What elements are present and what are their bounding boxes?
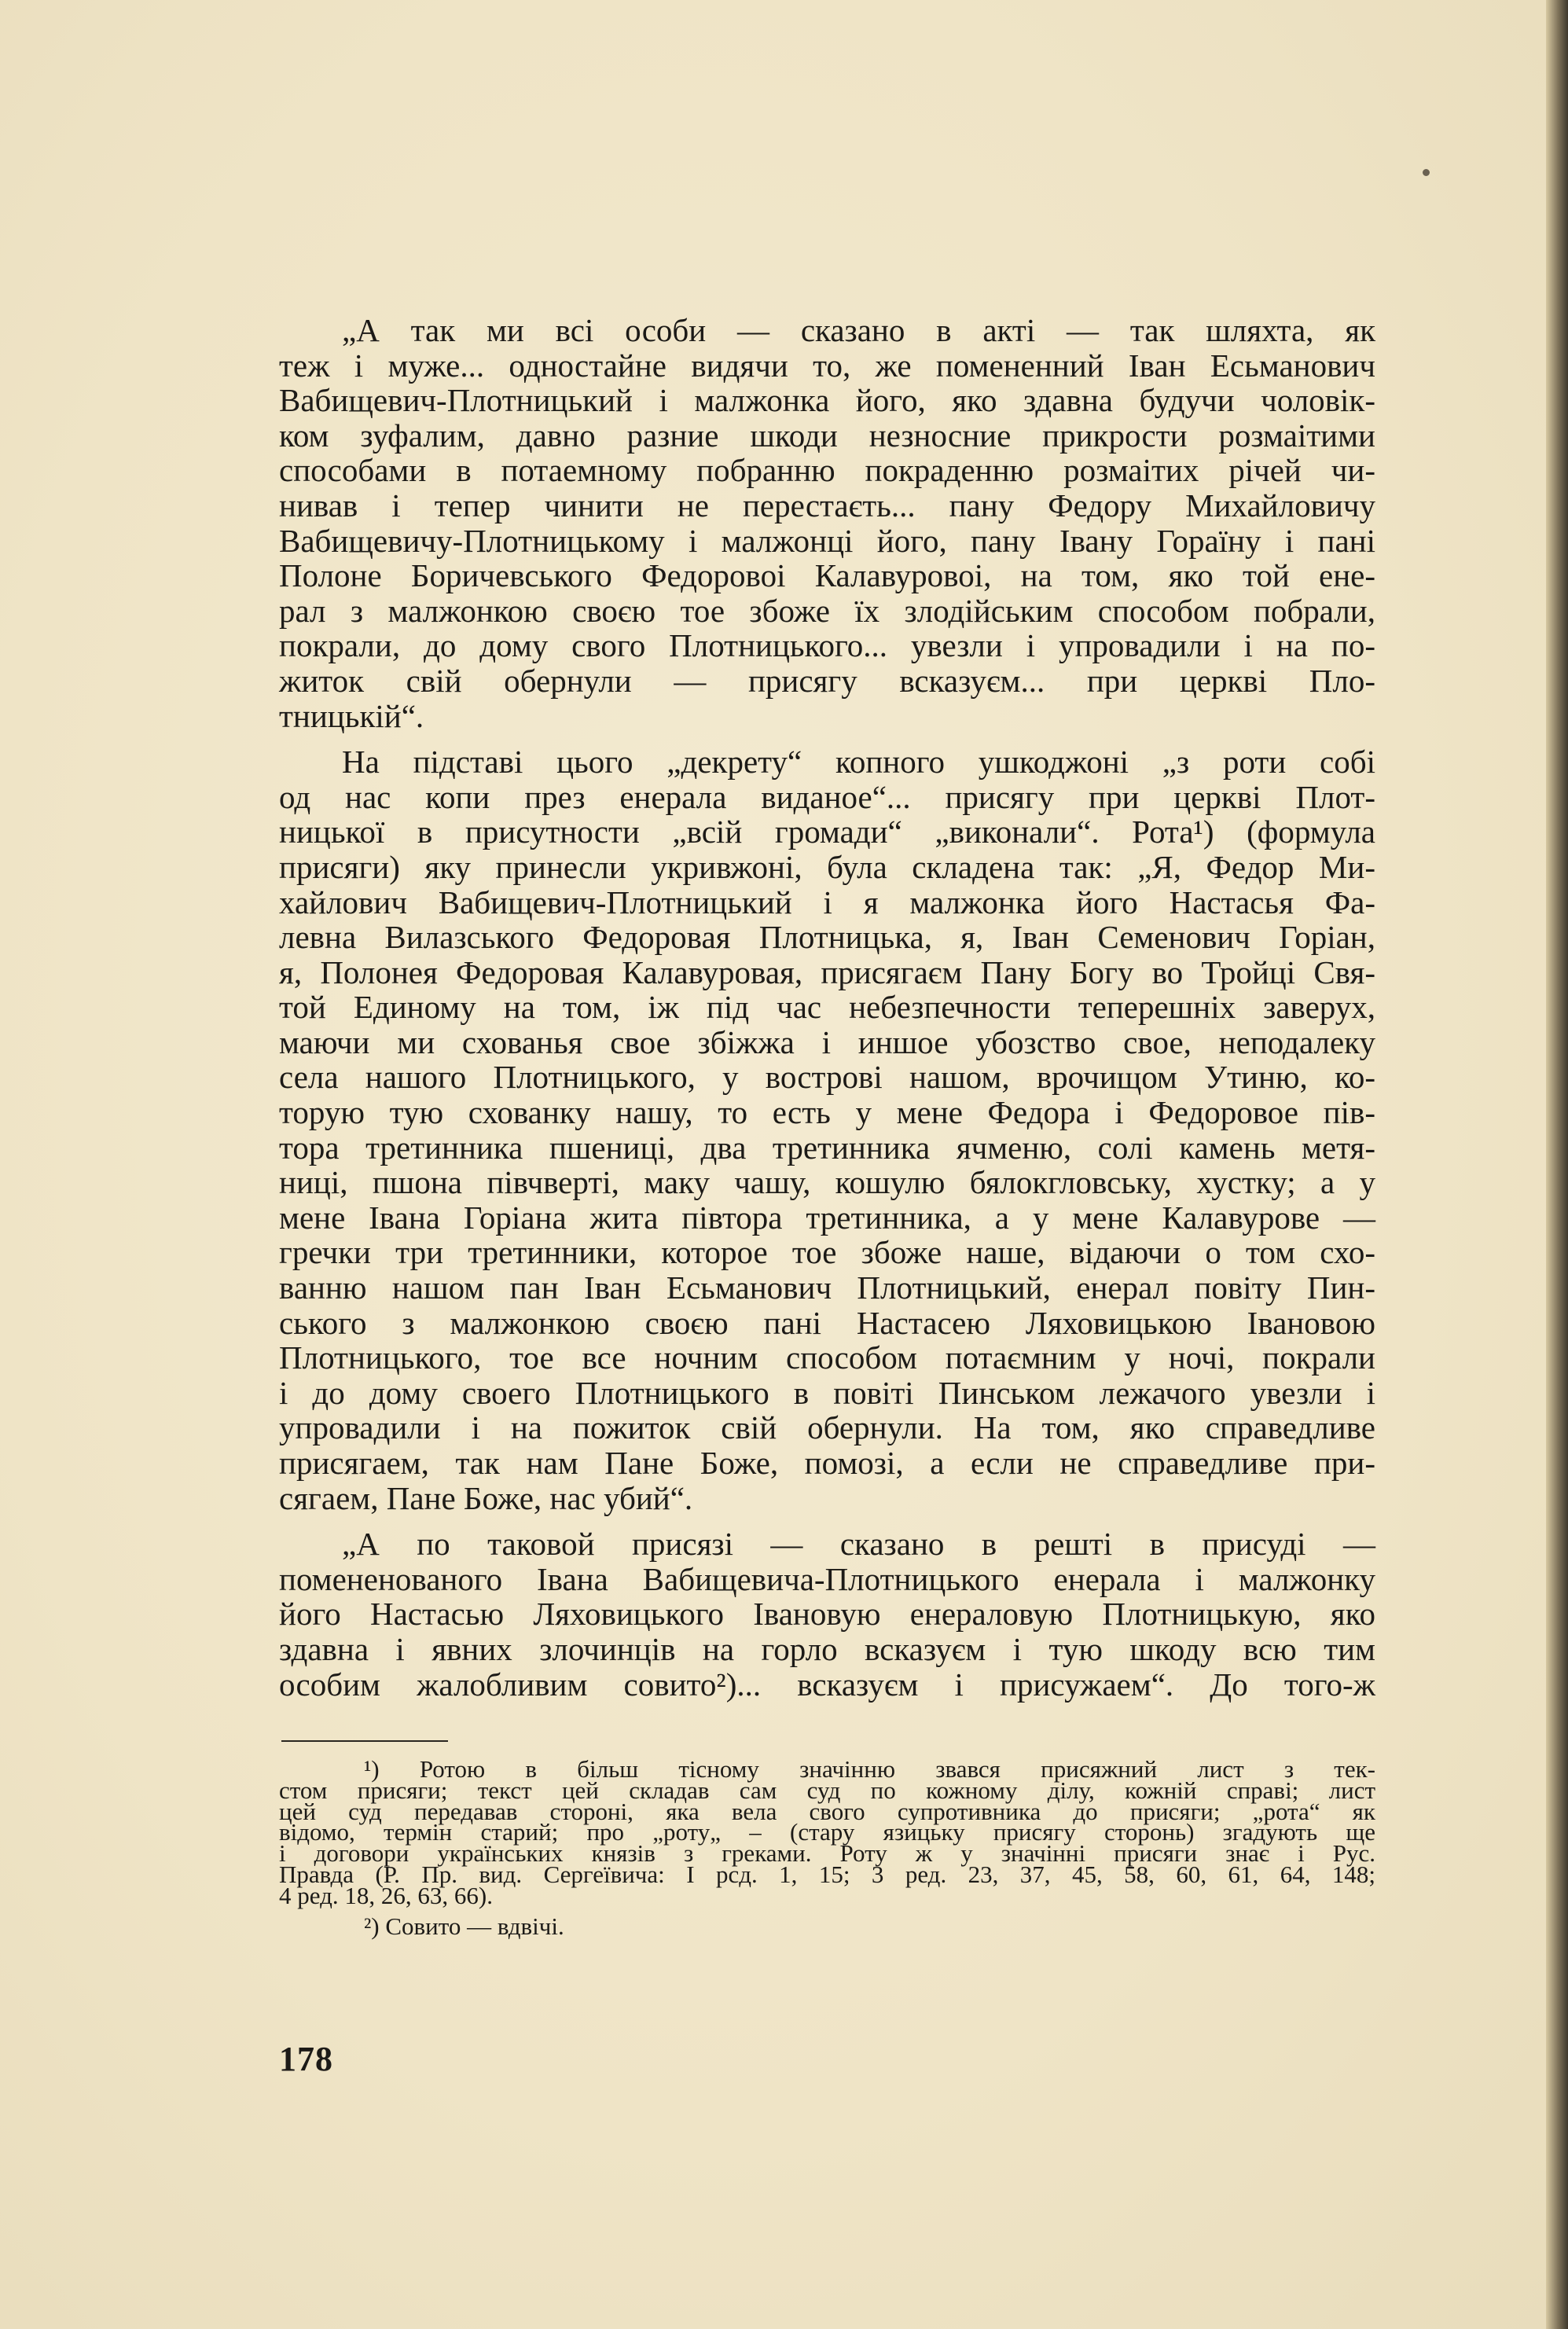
- text-line: села нашого Плотницького, у вострові нашом, врочищом Утиню, ко-: [279, 1059, 1375, 1096]
- paragraph-3: [279, 1526, 1375, 1702]
- text-line: ського з малжонкою своєю пані Настасею Ляховицькою Івановою: [279, 1304, 1375, 1341]
- footnote-1: [279, 1755, 1375, 1909]
- text-line: маючи ми схованья свое збіжжа і иншое убозство свое, неподалеку: [279, 1023, 1375, 1060]
- text-line: я, Полонея Федоровая Калавуровая, присягаєм Пану Богу во Тройці Свя-: [279, 953, 1375, 990]
- footnote-line: відомо, термін старий; про „роту„ – (стару язицьку присягу сторонь) згадують ще: [279, 1818, 1375, 1846]
- text-line: ниці, пшона півчверті, маку чашу, кошулю бялокгловську, хустку; а у: [279, 1164, 1375, 1201]
- text-line: і до дому своего Плотницького в повіті Пинськом лежачого увезли і: [279, 1374, 1375, 1411]
- page-speck: [1423, 169, 1430, 176]
- text-line: ванню нашом пан Іван Есьманович Плотницький, енерал повіту Пин-: [279, 1269, 1375, 1306]
- text-line: левна Вилазського Федоровая Плотницька, я, Іван Семенович Горіан,: [279, 919, 1375, 956]
- footnote-line: Правда (Р. Пр. вид. Сергеївича: І рсд. 1, 15; 3 ред. 23, 37, 45, 58, 60, 61, 64, 148;: [279, 1860, 1375, 1888]
- text-line: гречки три третинники, которое тое збоже наше, відаючи о том схо-: [279, 1234, 1375, 1271]
- text-line: На підставі цього „декрету“ копного ушкоджоні „з роти собі: [342, 744, 1375, 781]
- text-line: ком зуфалим, давно разние шкоди незносние прикрости розмаітими: [279, 417, 1375, 454]
- text-line: „А по таковой присязі — сказано в решті в присуді —: [342, 1526, 1375, 1563]
- paragraph-1: [279, 313, 1375, 733]
- footnote-line: цей суд передавав стороні, яка вела свого супротивника до присяги; „рота“ як: [279, 1797, 1375, 1825]
- text-line: Полоне Боричевського Федоровоі Калавуровоі, на том, яко той ене-: [279, 557, 1375, 594]
- text-line: покрали, до дому свого Плотницького... увезли і упровадили і на по-: [279, 627, 1375, 664]
- text-line: хайлович Вабищевич-Плотницький і я малжонка його Настасья Фа-: [279, 883, 1375, 920]
- text-line: помененованого Івана Вабищевича-Плотницького енерала і малжонку: [279, 1560, 1375, 1597]
- text-line: Вабищевич-Плотницький і малжонка його, яко здавна будучи чоловік-: [279, 382, 1375, 419]
- footnote-line: 4 ред. 18, 26, 63, 66).: [279, 1881, 493, 1909]
- main-text: [279, 313, 1375, 1702]
- text-line: сягаем, Пане Боже, нас убий“.: [279, 1479, 693, 1516]
- text-line: тницькій“.: [279, 697, 424, 734]
- footnote-line: і договори українських князів з греками. Роту ж у значінні присяги знає і Рус.: [279, 1839, 1375, 1868]
- text-line: нивав і тепер чинити не перестаєть... пану Федору Михайловичу: [279, 487, 1375, 523]
- text-line: присяги) яку принесли укривжоні, була складена так: „Я, Федор Ми-: [279, 848, 1375, 885]
- text-line: Плотницького, тое все ночним способом потаємним у ночі, покрали: [279, 1339, 1375, 1376]
- footnote-line: ¹) Ротою в більш тісному значінню звався присяжний лист з тек-: [364, 1755, 1375, 1783]
- paragraph-2: [279, 744, 1375, 1515]
- text-line: ницької в присутности „всій громади“ „виконали“. Рота¹) (формула: [279, 814, 1375, 850]
- binding-edge: [1546, 0, 1568, 2329]
- footnote-line: ²) Совито — вдвічі.: [364, 1912, 564, 1940]
- text-line: рал з малжонкою своєю тое збоже їх злодійським способом побрали,: [279, 592, 1375, 629]
- text-line: здавна і явних злочинців на горло всказуєм і тую шкоду всю тим: [279, 1630, 1375, 1667]
- footnote-line: стом присяги; текст цей складав сам суд по кожному ділу, кожній справі; лист: [279, 1776, 1375, 1804]
- text-line: способами в потаемному побранню покраденню розмаітих річей чи-: [279, 452, 1375, 489]
- text-line: тора третинника пшениці, два третинника ячменю, солі камень метя-: [279, 1129, 1375, 1166]
- text-line: той Единому на том, іж під час небезпечности теперешніх заверух,: [279, 989, 1375, 1026]
- footnotes: [279, 1755, 1375, 1940]
- footnote-divider: [281, 1740, 448, 1742]
- text-line: торую тую схованку нашу, то есть у мене Федора і Федоровое пів-: [279, 1094, 1375, 1131]
- text-line: житок свій обернули — присягу всказуєм... при церкві Пло-: [279, 662, 1375, 699]
- text-line: особим жалобливим совито²)... всказуєм і присужаем“. До того-ж: [279, 1666, 1375, 1703]
- text-line: од нас копи през енерала виданое“... присягу при церкві Плот-: [279, 778, 1375, 815]
- text-line: упровадили і на пожиток свій обернули. На том, яко справедливе: [279, 1409, 1375, 1446]
- page-number: 178: [279, 2040, 333, 2078]
- text-line: мене Івана Горіана жита півтора третинника, а у мене Калавурове —: [279, 1199, 1375, 1236]
- text-line: присягаем, так нам Пане Боже, помозі, а если не справедливе при-: [279, 1445, 1375, 1481]
- text-line: теж і муже... одностайне видячи то, же помененний Іван Есьманович: [279, 347, 1375, 384]
- text-line: Вабищевичу-Плотницькому і малжонці його, пану Івану Гораїну і пані: [279, 522, 1375, 559]
- footnote-2: [279, 1912, 1375, 1940]
- text-line: його Настасью Ляховицького Івановую енераловую Плотницькую, яко: [279, 1596, 1375, 1633]
- text-line: „А так ми всі особи — сказано в акті — так шляхта, як: [342, 312, 1375, 348]
